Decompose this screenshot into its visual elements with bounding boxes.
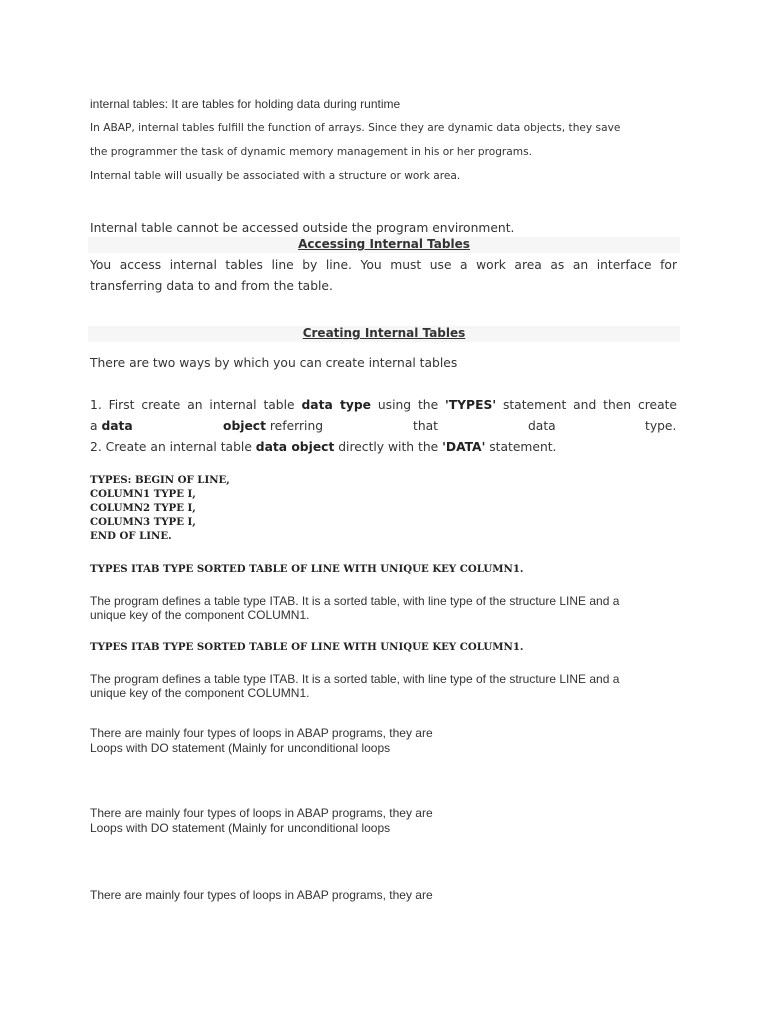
creating-item-2: 2. Create an internal table data object directly with the 'DATA' statement. — [90, 440, 557, 454]
code-line: END OF LINE. — [90, 530, 172, 542]
creating-intro: There are two ways by which you can create internal tables — [90, 356, 458, 370]
loops-2-line-1: There are mainly four types of loops in ABAP programs, they are — [90, 806, 433, 820]
creating-heading: Creating Internal Tables — [302, 326, 466, 340]
intro-line-2: In ABAP, internal tables fulfill the function of arrays. Since they are dynamic data objects, they save — [90, 122, 621, 134]
explanation-1-line-1: The program defines a table type ITAB. It is a sorted table, with line type of the structure LINE and a — [90, 594, 620, 608]
itab-statement-2: TYPES ITAB TYPE SORTED TABLE OF LINE WITH UNIQUE KEY COLUMN1. — [90, 641, 524, 653]
loops-1-line-1: There are mainly four types of loops in ABAP programs, they are — [90, 726, 433, 740]
intro-line-4: Internal table will usually be associated with a structure or work area. — [90, 170, 461, 182]
intro-line-3: the programmer the task of dynamic memory management in his or her programs. — [90, 146, 532, 158]
explanation-2-line-2: unique key of the component COLUMN1. — [90, 686, 310, 700]
loops-2-line-2: Loops with DO statement (Mainly for unconditional loops — [90, 821, 391, 835]
itab-statement-1: TYPES ITAB TYPE SORTED TABLE OF LINE WITH UNIQUE KEY COLUMN1. — [90, 563, 524, 575]
code-line: COLUMN2 TYPE I, — [90, 502, 196, 514]
intro-line-5: Internal table cannot be accessed outside the program environment. — [90, 221, 515, 235]
code-line: COLUMN1 TYPE I, — [90, 488, 196, 500]
intro-line-1: internal tables: It are tables for holding data during runtime — [90, 97, 401, 111]
loops-3-line-1: There are mainly four types of loops in ABAP programs, they are — [90, 888, 433, 902]
accessing-heading: Accessing Internal Tables — [298, 237, 470, 251]
accessing-para-line-2: transferring data to and from the table. — [90, 279, 333, 293]
loops-1-line-2: Loops with DO statement (Mainly for unconditional loops — [90, 741, 391, 755]
explanation-1-line-2: unique key of the component COLUMN1. — [90, 608, 310, 622]
code-block — [90, 473, 230, 543]
explanation-2-line-1: The program defines a table type ITAB. It is a sorted table, with line type of the structure LINE and a — [90, 672, 620, 686]
code-line: TYPES: BEGIN OF LINE, — [90, 474, 230, 486]
code-line: COLUMN3 TYPE I, — [90, 516, 196, 528]
accessing-para-line-1: You access internal tables line by line. You must use a work area as an interface for — [90, 258, 677, 272]
creating-item-1-line-1: 1. First create an internal table data type using the 'TYPES' statement and then create — [90, 398, 677, 412]
